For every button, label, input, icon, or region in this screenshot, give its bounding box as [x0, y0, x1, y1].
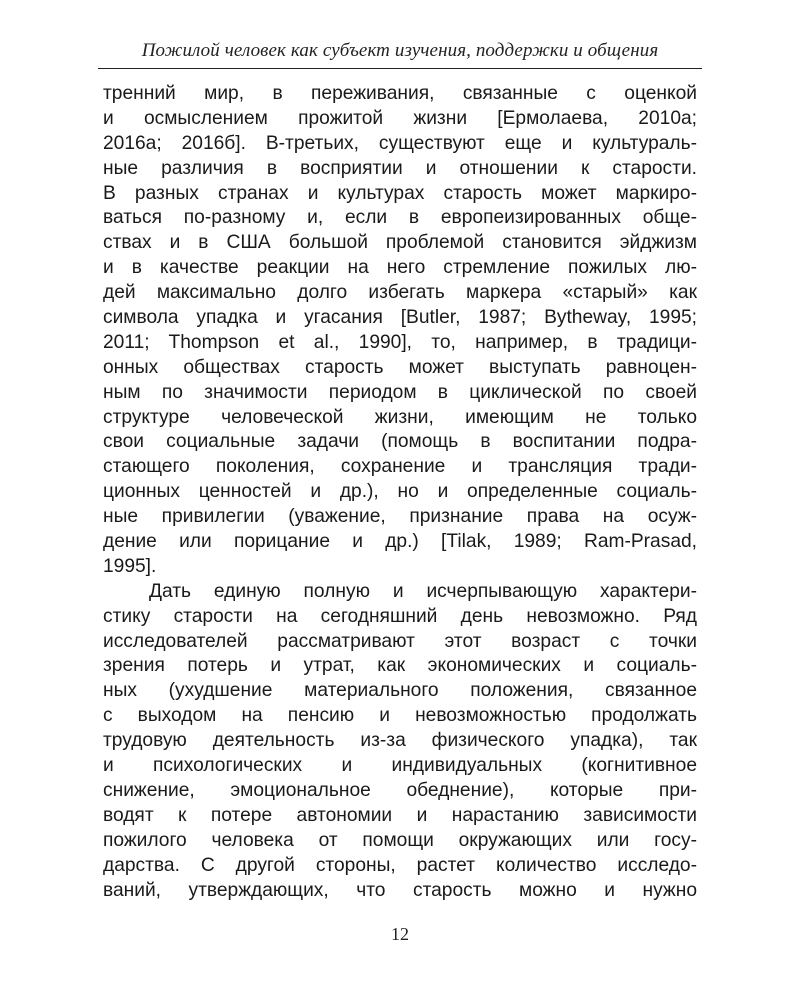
text-line: 2016а; 2016б]. В-третьих, существуют еще и культураль-: [103, 132, 697, 154]
text-line: ные различия в восприятии и отношении к старости.: [103, 157, 697, 179]
header-rule: [98, 68, 702, 69]
paragraph-last-line: 1995].: [103, 555, 157, 577]
text-line: дей максимально долго избегать маркера «старый» как: [103, 282, 697, 304]
text-line: тренний мир, в переживания, связанные с оценкой: [103, 83, 697, 104]
text-line: ваться по-разному и, если в европеизированных обще-: [103, 207, 697, 229]
text-line: с выходом на пенсию и невозможностью продолжать: [103, 705, 697, 727]
text-line: исследователей рассматривают этот возраст с точки: [103, 630, 697, 652]
text-line: В разных странах и культурах старость может маркиро-: [103, 182, 697, 204]
text-line: структуре человеческой жизни, имеющим не только: [103, 406, 697, 428]
text-line: водят к потере автономии и нарастанию зависимости: [103, 804, 697, 826]
text-line: ные привилегии (уважение, признание права на осуж-: [103, 506, 697, 528]
text-line: стающего поколения, сохранение и трансляция тради-: [103, 456, 697, 478]
text-line: ных (ухудшение материального положения, связанное: [103, 680, 697, 702]
running-head-title: Пожилой человек как субъект изучения, поддержки и общения: [141, 40, 659, 61]
text-line: и в качестве реакции на него стремление пожилых лю-: [103, 257, 697, 279]
text-line: дение или порицание и др.) [Tilak, 1989; Ram-Prasad,: [103, 531, 697, 553]
text-line: пожилого человека от помощи окружающих или госу-: [103, 829, 697, 851]
text-line: ваний, утверждающих, что старость можно и нужно: [103, 879, 697, 901]
text-line: ционных ценностей и др.), но и определенные социаль-: [103, 481, 697, 503]
body-text: [103, 82, 697, 903]
text-line: зрения потерь и утрат, как экономических и социаль-: [103, 655, 697, 677]
text-line: ствах и в США большой проблемой становится эйджизм: [103, 232, 697, 254]
text-line: онных обществах старость может выступать равноцен-: [103, 356, 697, 378]
paragraph-first-line: Дать единую полную и исчерпывающую характери-: [149, 580, 697, 602]
text-line: трудовую деятельность из-за физического упадка), так: [103, 730, 697, 752]
text-line: свои социальные задачи (помощь в воспитании подра-: [103, 431, 697, 453]
text-line: символа упадка и угасания [Butler, 1987; Bytheway, 1995;: [103, 307, 697, 329]
text-line: дарства. С другой стороны, растет количество исследо-: [103, 854, 697, 876]
text-line: ным по значимости периодом в циклической по своей: [103, 381, 697, 403]
page-number: 12: [391, 924, 409, 944]
text-line: стику старости на сегодняшний день невозможно. Ряд: [103, 605, 697, 627]
text-line: 2011; Thompson et al., 1990], то, например, в традици-: [103, 331, 697, 353]
text-line: и психологических и индивидуальных (когнитивное: [103, 755, 697, 777]
text-line: снижение, эмоциональное обеднение), которые при-: [103, 779, 697, 801]
text-line: и осмыслением прожитой жизни [Ермолаева, 2010а;: [103, 107, 697, 129]
